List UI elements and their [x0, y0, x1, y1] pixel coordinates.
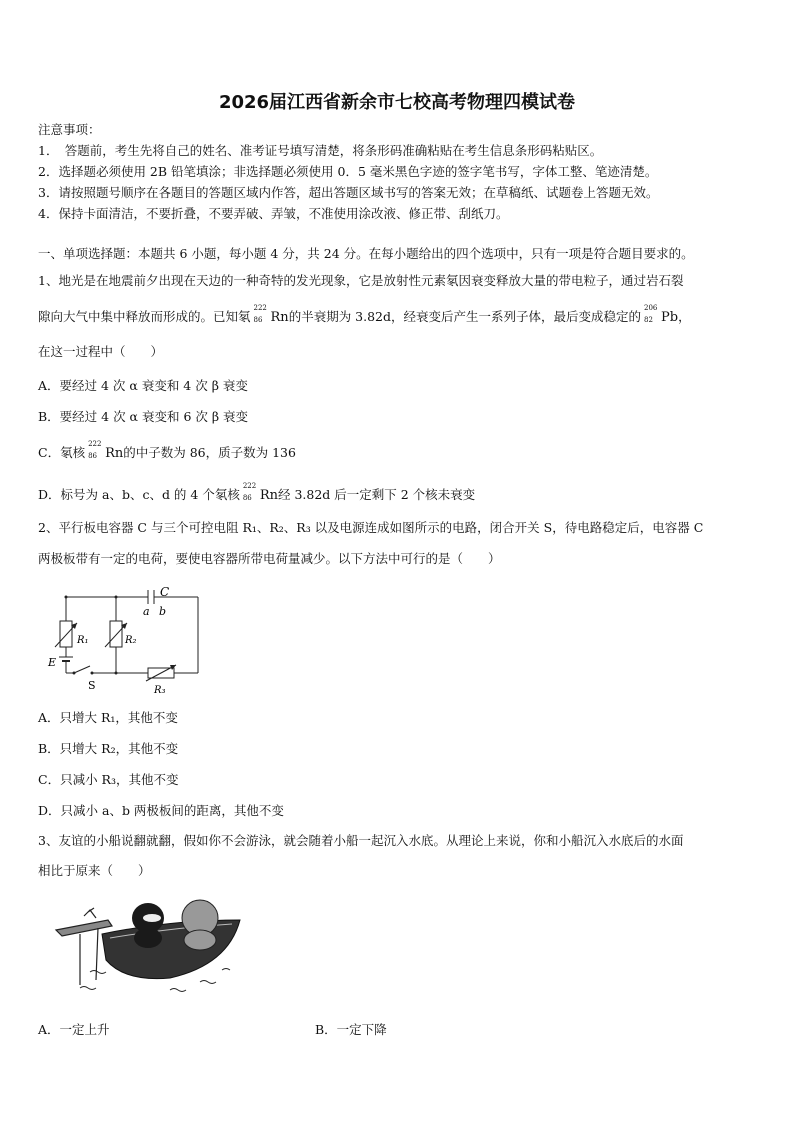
label-b: b	[159, 605, 167, 618]
label-r2: R₂	[125, 635, 137, 646]
label-e: E	[48, 656, 57, 669]
q1-stem-line2-b: 的半衰期为 3.82d，经衰变后产生一系列子体，最后变成稳定的	[288, 309, 641, 324]
q3-option-a: A．一定上升	[38, 1022, 110, 1037]
rn-symbol: Rn	[270, 310, 289, 325]
q3-stem-line2: 相比于原来（ ）	[38, 863, 151, 878]
q1-stem-line2: 隙向大气中集中释放而形成的。已知氡 222 86 Rn的半衰期为 3.82d，经衰变后产生一系列子体，最后变成稳定的 206 82 Pb，	[38, 303, 691, 325]
rn-nuclide-c: 222 86	[88, 439, 102, 460]
circuit-diagram	[40, 583, 210, 698]
label-r1: R₁	[77, 635, 89, 646]
q2-stem-line2: 两极板带有一定的电荷，要使电容器所带电荷量减少。以下方法中可行的是（ ）	[38, 551, 501, 566]
notice-item-3: 3．请按照题号顺序在各题目的答题区域内作答，超出答题区域书写的答案无效；在草稿纸、试题卷上答题无效。	[38, 185, 659, 200]
q1-option-b: B．要经过 4 次 α 衰变和 6 次 β 衰变	[38, 409, 249, 424]
label-c: C	[160, 585, 170, 599]
q1-stem-line3: 在这一过程中（ ）	[38, 344, 164, 359]
label-s: S	[88, 679, 96, 692]
notice-item-1: 1． 答题前，考生先将自己的姓名、准考证号填写清楚，将条形码准确粘贴在考生信息条形码粘贴区。	[38, 143, 603, 158]
q1-option-d: D．标号为 a、b、c、d 的 4 个氡核 222 86 Rn经 3.82d 后一定剩下 2 个核未衰变	[38, 481, 476, 503]
q2-option-b: B．只增大 R₂，其他不变	[38, 741, 179, 756]
q2-option-c: C．只减小 R₃，其他不变	[38, 772, 179, 787]
notice-heading: 注意事项：	[38, 122, 101, 137]
pb-nuclide: 206 82	[644, 303, 658, 324]
rn-nuclide: 222 86	[253, 303, 267, 324]
boat-cartoon-illustration	[50, 890, 250, 1000]
q2-stem-line1: 2、平行板电容器 C 与三个可控电阻 R₁、R₂、R₃ 以及电源连成如图所示的电路，闭合开关 S，待电路稳定后，电容器 C	[38, 520, 704, 535]
q2-option-d: D．只减小 a、b 两极板间的距离，其他不变	[38, 803, 284, 818]
q1-option-a: A．要经过 4 次 α 衰变和 4 次 β 衰变	[38, 378, 248, 393]
q2-option-a: A．只增大 R₁，其他不变	[38, 710, 178, 725]
notice-item-2: 2．选择题必须使用 2B 铅笔填涂；非选择题必须使用 0．5 毫米黑色字迹的签字笔书写，字体工整、笔迹清楚。	[38, 164, 658, 179]
section-heading: 一、单项选择题：本题共 6 小题，每小题 4 分，共 24 分。在每小题给出的四个选项中，只有一项是符合题目要求的。	[38, 246, 694, 261]
label-r3: R₃	[154, 685, 166, 696]
q1-stem-line1: 1、地光是在地震前夕出现在天边的一种奇特的发光现象，它是放射性元素氡因衰变释放大量的带电粒子，通过岩石裂	[38, 273, 684, 288]
label-a: a	[143, 605, 150, 618]
q1-stem-line2-a: 隙向大气中集中释放而形成的。已知氡	[38, 309, 251, 324]
exam-title: 2026届江西省新余市七校高考物理四模试卷	[218, 92, 576, 113]
pb-symbol: Pb	[661, 310, 679, 325]
rn-nuclide-d: 222 86	[242, 481, 257, 502]
q3-stem-line1: 3、友谊的小船说翻就翻，假如你不会游泳，就会随着小船一起沉入水底。从理论上来说，你和小船沉入水底后的水面	[38, 833, 684, 848]
q1-option-c: C．氡核 222 86 Rn的中子数为 86，质子数为 136	[38, 439, 296, 461]
notice-item-4: 4．保持卡面清洁，不要折叠，不要弄破、弄皱，不准使用涂改液、修正带、刮纸刀。	[38, 206, 509, 221]
q3-option-b: B．一定下降	[315, 1022, 387, 1037]
